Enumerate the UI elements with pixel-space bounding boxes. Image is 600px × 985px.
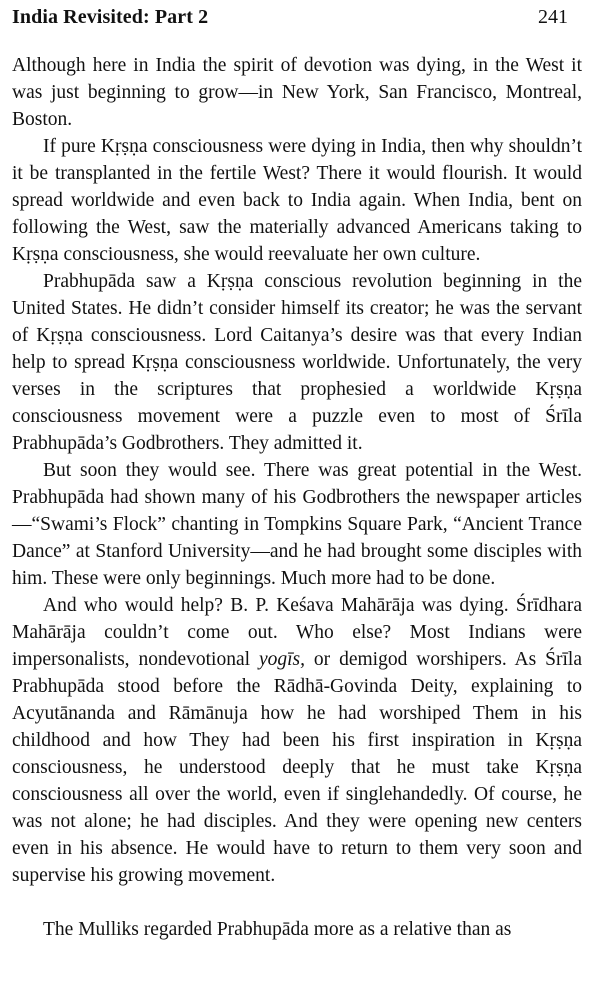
paragraph-4: But soon they would see. There was great potential in the West. Prabhupāda had shown many of his Godbrothers the newspaper articles—“Swami’s Flock” chanting in Tompkins Square Park, “Ancient Trance Dance” at Stanford University—and he had brought some disciples with him. These were only beginnings. Much more had to be done.	[12, 460, 582, 589]
paragraph-5-italic-word: yogīs,	[258, 649, 305, 670]
paragraph-5-text-a: And who would help? B. P. Keśava Mahārāja was dying. Śrīdhara Mahārāja couldn’t come out. Who else? Most Indians were impersonalists, nondevotional	[12, 595, 582, 670]
section-break	[12, 889, 582, 916]
page-number: 241	[538, 6, 568, 28]
paragraph-5-text-b: or demigod worshipers. As Śrīla Prabhupāda stood before the Rādhā-Govinda Deity, explaining to Acyutānanda and Rāmānuja how he had worshiped Them in his childhood and how They had been his first inspiration in Kṛṣṇa consciousness, he understood deeply that he must take Kṛṣṇa consciousness all over the world, even if singlehandedly. Of course, he was not alone; he had disciples. And they were opening new centers even in his absence. He would have to return to them very soon and supervise his growing movement.	[12, 649, 582, 886]
running-title: India Revisited: Part 2	[12, 6, 209, 28]
running-head	[12, 6, 588, 34]
paragraph-1: Although here in India the spirit of devotion was dying, in the West it was just beginning to grow—in New York, San Francisco, Montreal, Boston.	[12, 55, 582, 130]
body-text	[12, 52, 582, 943]
paragraph-3: Prabhupāda saw a Kṛṣṇa conscious revolution beginning in the United States. He didn’t consider himself its creator; he was the servant of Kṛṣṇa consciousness. Lord Caitanya’s desire was that every Indian help to spread Kṛṣṇa consciousness worldwide. Unfortunately, the very verses in the scriptures that prophesied a worldwide Kṛṣṇa consciousness movement were a puzzle even to most of Śrīla Prabhupāda’s Godbrothers. They admitted it.	[12, 271, 582, 454]
paragraph-6: The Mulliks regarded Prabhupāda more as a relative than as	[43, 919, 512, 940]
paragraph-5	[12, 592, 582, 889]
paragraph-2: If pure Kṛṣṇa consciousness were dying in India, then why shouldn’t it be transplanted in the fertile West? There it would flourish. It would spread worldwide and even back to India again. When India, bent on following the West, saw the materially advanced Americans taking to Kṛṣṇa consciousness, she would reevaluate her own culture.	[12, 136, 582, 265]
